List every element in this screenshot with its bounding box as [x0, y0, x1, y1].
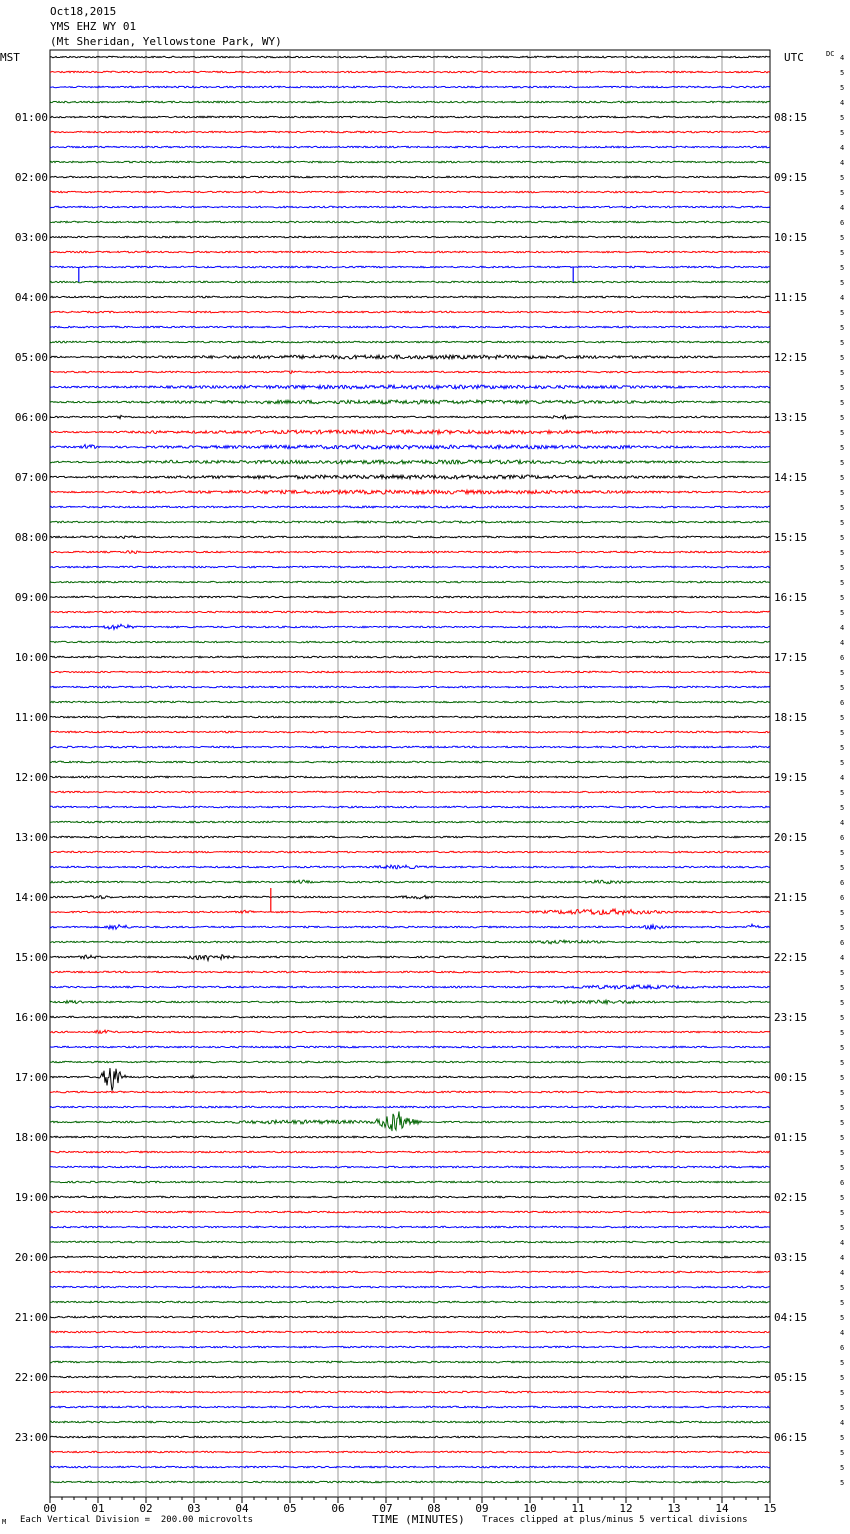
trace-row — [50, 460, 770, 464]
dc-value: 5 — [840, 1074, 845, 1082]
dc-value: 5 — [840, 1059, 845, 1067]
dc-value: 5 — [840, 339, 845, 347]
x-tick-label: 00 — [43, 1502, 57, 1515]
trace-row — [50, 985, 770, 989]
trace-row — [50, 206, 770, 208]
dc-value: 5 — [840, 1479, 845, 1487]
dc-value: 4 — [840, 294, 845, 302]
trace-row — [50, 355, 770, 359]
left-hour-label: 10:00 — [14, 651, 48, 664]
trace-row — [50, 236, 770, 238]
trace-row — [50, 1181, 770, 1183]
trace-row — [50, 880, 770, 883]
trace-row — [50, 1046, 770, 1048]
dc-value: 5 — [840, 414, 845, 422]
trace-row — [50, 415, 770, 419]
right-hour-label: 16:15 — [774, 591, 808, 604]
left-hour-label: 12:00 — [14, 771, 48, 784]
right-hour-label: 22:15 — [774, 951, 808, 964]
dc-value: 4 — [840, 774, 845, 782]
trace-row — [50, 1376, 770, 1378]
x-tick-label: 05 — [283, 1502, 297, 1515]
trace-row — [50, 221, 770, 223]
trace-row — [50, 1481, 770, 1483]
plot-date: Oct18,2015 — [50, 5, 117, 18]
left-hour-label: 04:00 — [14, 291, 48, 304]
footer-mark: M — [2, 1518, 7, 1526]
right-hour-label: 03:15 — [774, 1251, 808, 1264]
dc-value: 5 — [840, 399, 845, 407]
trace-row — [50, 955, 770, 961]
dc-value: 5 — [840, 69, 845, 77]
left-hour-label: 06:00 — [14, 411, 48, 424]
left-hour-label: 09:00 — [14, 591, 48, 604]
trace-row — [50, 1091, 770, 1093]
right-hour-label: 15:15 — [774, 531, 808, 544]
trace-row — [50, 1466, 770, 1468]
dc-value: 5 — [840, 459, 845, 467]
dc-value: 5 — [840, 1389, 845, 1397]
left-timezone-label: MST — [0, 51, 20, 64]
trace-row — [50, 701, 770, 703]
trace-row — [50, 611, 770, 613]
dc-value: 4 — [840, 1239, 845, 1247]
dc-value: 5 — [840, 444, 845, 452]
trace-row — [50, 311, 770, 313]
trace-row — [50, 1196, 770, 1198]
right-hour-label: 01:15 — [774, 1131, 808, 1144]
dc-value: 5 — [840, 1434, 845, 1442]
dc-value: 6 — [840, 939, 845, 947]
trace-row — [50, 251, 770, 253]
dc-value: 5 — [840, 519, 845, 527]
dc-value: 4 — [840, 159, 845, 167]
trace-row — [50, 56, 770, 58]
x-tick-label: 09 — [475, 1502, 489, 1515]
x-tick-label: 07 — [379, 1502, 393, 1515]
dc-value: 6 — [840, 1179, 845, 1187]
dc-value: 4 — [840, 639, 845, 647]
dc-value: 5 — [840, 354, 845, 362]
dc-value: 5 — [840, 1029, 845, 1037]
trace-row — [50, 341, 770, 343]
right-hour-label: 11:15 — [774, 291, 808, 304]
trace-row — [50, 1241, 770, 1243]
trace-row — [50, 1111, 770, 1131]
trace-row — [50, 821, 770, 823]
right-hour-label: 18:15 — [774, 711, 808, 724]
trace-row — [50, 566, 770, 568]
dc-value: 5 — [840, 759, 845, 767]
trace-row — [50, 1451, 770, 1453]
trace-row — [50, 776, 770, 778]
station-location: (Mt Sheridan, Yellowstone Park, WY) — [50, 35, 282, 48]
scale-note: Each Vertical Division = 200.00 microvolts — [20, 1515, 253, 1525]
trace-row — [50, 1151, 770, 1153]
dc-value: 6 — [840, 879, 845, 887]
trace-row — [50, 1316, 770, 1318]
dc-value: 5 — [840, 1449, 845, 1457]
x-tick-label: 08 — [427, 1502, 441, 1515]
dc-value: 5 — [840, 1209, 845, 1217]
dc-value: 6 — [840, 894, 845, 902]
trace-row — [50, 176, 770, 178]
trace-row — [50, 836, 770, 838]
dc-value: 5 — [840, 309, 845, 317]
dc-value: 5 — [840, 1224, 845, 1232]
trace-row — [50, 326, 770, 328]
left-hour-label: 11:00 — [14, 711, 48, 724]
trace-row — [50, 281, 770, 283]
dc-value: 5 — [840, 789, 845, 797]
trace-row — [50, 1016, 770, 1018]
dc-value: 5 — [840, 1194, 845, 1202]
dc-value: 4 — [840, 1254, 845, 1262]
right-hour-label: 12:15 — [774, 351, 808, 364]
trace-row — [50, 851, 770, 853]
trace-row — [50, 430, 770, 434]
trace-row — [50, 1256, 770, 1258]
left-hour-label: 22:00 — [14, 1371, 48, 1384]
trace-row — [50, 806, 770, 808]
trace-row — [50, 490, 770, 494]
trace-row — [50, 191, 770, 193]
left-hour-label: 15:00 — [14, 951, 48, 964]
trace-row — [50, 506, 770, 508]
dc-value: 5 — [840, 549, 845, 557]
dc-value: 5 — [840, 189, 845, 197]
dc-value: 5 — [840, 924, 845, 932]
trace-row — [50, 161, 770, 163]
trace-row — [50, 1331, 770, 1333]
trace-row — [50, 475, 770, 479]
trace-row — [50, 71, 770, 73]
dc-value: 4 — [840, 819, 845, 827]
x-tick-label: 02 — [139, 1502, 153, 1515]
right-hour-label: 02:15 — [774, 1191, 808, 1204]
x-tick-label: 13 — [667, 1502, 681, 1515]
dc-value: 5 — [840, 684, 845, 692]
dc-value: 5 — [840, 504, 845, 512]
right-hour-label: 17:15 — [774, 651, 808, 664]
dc-value: 5 — [840, 909, 845, 917]
left-hour-label: 01:00 — [14, 111, 48, 124]
dc-value: 4 — [840, 99, 845, 107]
trace-row — [50, 385, 770, 389]
dc-value: 6 — [840, 654, 845, 662]
left-hour-label: 02:00 — [14, 171, 48, 184]
trace-row — [50, 116, 770, 118]
trace-row — [50, 86, 770, 88]
x-axis-title: TIME (MINUTES) — [372, 1513, 465, 1526]
right-hour-label: 13:15 — [774, 411, 808, 424]
trace-row — [50, 536, 770, 539]
right-hour-label: 08:15 — [774, 111, 808, 124]
left-hour-label: 19:00 — [14, 1191, 48, 1204]
trace-row — [50, 581, 770, 583]
right-timezone-label: UTC — [784, 51, 804, 64]
trace-row — [50, 924, 770, 929]
dc-value: 4 — [840, 144, 845, 152]
trace-row — [50, 1286, 770, 1288]
dc-value: 5 — [840, 999, 845, 1007]
dc-value: 5 — [840, 1374, 845, 1382]
trace-row — [50, 641, 770, 643]
dc-value: 5 — [840, 1044, 845, 1052]
trace-row — [50, 521, 770, 523]
left-hour-label: 23:00 — [14, 1431, 48, 1444]
left-hour-label: 16:00 — [14, 1011, 48, 1024]
right-hour-label: 05:15 — [774, 1371, 808, 1384]
x-tick-label: 12 — [619, 1502, 633, 1515]
trace-row — [50, 746, 770, 748]
dc-value: 5 — [840, 489, 845, 497]
trace-row — [50, 296, 770, 298]
dc-value: 6 — [840, 834, 845, 842]
trace-row — [50, 1436, 770, 1438]
left-hour-label: 14:00 — [14, 891, 48, 904]
dc-value: 5 — [840, 474, 845, 482]
dc-value: 5 — [840, 969, 845, 977]
trace-row — [50, 1000, 770, 1004]
x-tick-label: 15 — [763, 1502, 777, 1515]
dc-value: 6 — [840, 699, 845, 707]
dc-value: 4 — [840, 1269, 845, 1277]
dc-value: 5 — [840, 729, 845, 737]
dc-value: 5 — [840, 669, 845, 677]
dc-value: 5 — [840, 84, 845, 92]
left-hour-label: 17:00 — [14, 1071, 48, 1084]
left-hour-label: 20:00 — [14, 1251, 48, 1264]
trace-row — [50, 1068, 770, 1091]
trace-row — [50, 1226, 770, 1228]
right-hour-label: 00:15 — [774, 1071, 808, 1084]
trace-row — [50, 1166, 770, 1168]
trace-row — [50, 1211, 770, 1213]
right-hour-label: 21:15 — [774, 891, 808, 904]
dc-value: 5 — [840, 1359, 845, 1367]
trace-row — [50, 731, 770, 733]
left-hour-label: 05:00 — [14, 351, 48, 364]
trace-row — [50, 1271, 770, 1273]
trace-row — [50, 940, 770, 944]
trace-row — [50, 656, 770, 658]
dc-value: 5 — [840, 984, 845, 992]
x-tick-label: 04 — [235, 1502, 249, 1515]
dc-value: 5 — [840, 849, 845, 857]
dc-value: 6 — [840, 219, 845, 227]
trace-row — [50, 146, 770, 148]
x-tick-label: 14 — [715, 1502, 729, 1515]
dc-value: 5 — [840, 384, 845, 392]
dc-value: 4 — [840, 954, 845, 962]
dc-value: 5 — [840, 579, 845, 587]
trace-row — [50, 624, 770, 629]
x-tick-label: 10 — [523, 1502, 537, 1515]
right-hour-label: 06:15 — [774, 1431, 808, 1444]
dc-value: 4 — [840, 204, 845, 212]
dc-label: DC — [826, 50, 835, 58]
left-hour-label: 07:00 — [14, 471, 48, 484]
dc-value: 5 — [840, 609, 845, 617]
trace-row — [50, 909, 770, 914]
dc-value: 4 — [840, 54, 845, 62]
dc-value: 5 — [840, 324, 845, 332]
dc-value: 5 — [840, 1404, 845, 1412]
dc-value: 5 — [840, 234, 845, 242]
trace-row — [50, 1061, 770, 1063]
right-hour-label: 20:15 — [774, 831, 808, 844]
trace-row — [50, 371, 770, 374]
trace-row — [50, 1391, 770, 1393]
trace-row — [50, 895, 770, 898]
dc-value: 4 — [840, 1419, 845, 1427]
trace-row — [50, 865, 770, 869]
trace-row — [50, 1406, 770, 1408]
dc-value: 5 — [840, 1164, 845, 1172]
trace-row — [50, 1136, 770, 1138]
x-tick-label: 01 — [91, 1502, 105, 1515]
dc-value: 5 — [840, 864, 845, 872]
trace-row — [50, 1030, 770, 1033]
dc-value: 5 — [840, 129, 845, 137]
trace-row — [50, 761, 770, 763]
left-hour-label: 08:00 — [14, 531, 48, 544]
trace-row — [50, 131, 770, 133]
left-hour-label: 03:00 — [14, 231, 48, 244]
right-hour-label: 10:15 — [774, 231, 808, 244]
dc-value: 5 — [840, 744, 845, 752]
dc-value: 5 — [840, 564, 845, 572]
trace-row — [50, 1361, 770, 1363]
x-tick-label: 11 — [571, 1502, 585, 1515]
dc-value: 5 — [840, 429, 845, 437]
right-hour-label: 04:15 — [774, 1311, 808, 1324]
dc-value: 5 — [840, 174, 845, 182]
trace-row — [50, 400, 770, 404]
trace-row — [50, 266, 770, 268]
trace-row — [50, 1106, 770, 1108]
dc-value: 5 — [840, 279, 845, 287]
dc-value: 5 — [840, 1284, 845, 1292]
trace-row — [50, 1346, 770, 1348]
dc-value: 5 — [840, 249, 845, 257]
x-tick-label: 06 — [331, 1502, 345, 1515]
dc-value: 5 — [840, 534, 845, 542]
dc-value: 5 — [840, 1089, 845, 1097]
trace-row — [50, 551, 770, 554]
right-hour-label: 09:15 — [774, 171, 808, 184]
trace-row — [50, 445, 770, 449]
dc-value: 5 — [840, 1299, 845, 1307]
dc-value: 6 — [840, 1344, 845, 1352]
left-hour-label: 21:00 — [14, 1311, 48, 1324]
dc-value: 5 — [840, 1134, 845, 1142]
trace-row — [50, 971, 770, 973]
right-hour-label: 23:15 — [774, 1011, 808, 1024]
right-hour-label: 19:15 — [774, 771, 808, 784]
left-hour-label: 13:00 — [14, 831, 48, 844]
trace-row — [50, 1301, 770, 1303]
dc-value: 5 — [840, 1014, 845, 1022]
dc-value: 5 — [840, 1149, 845, 1157]
x-tick-label: 03 — [187, 1502, 201, 1515]
right-hour-label: 14:15 — [774, 471, 808, 484]
dc-value: 5 — [840, 804, 845, 812]
clip-note: Traces clipped at plus/minus 5 vertical divisions — [482, 1515, 748, 1525]
trace-row — [50, 101, 770, 103]
dc-value: 5 — [840, 594, 845, 602]
dc-value: 5 — [840, 714, 845, 722]
dc-value: 5 — [840, 1314, 845, 1322]
trace-row — [50, 1421, 770, 1423]
dc-value: 5 — [840, 1119, 845, 1127]
dc-value: 5 — [840, 1464, 845, 1472]
trace-row — [50, 791, 770, 793]
trace-row — [50, 671, 770, 673]
dc-value: 4 — [840, 1329, 845, 1337]
trace-row — [50, 686, 770, 688]
dc-value: 5 — [840, 114, 845, 122]
left-hour-label: 18:00 — [14, 1131, 48, 1144]
trace-row — [50, 596, 770, 598]
dc-value: 5 — [840, 1104, 845, 1112]
dc-value: 5 — [840, 369, 845, 377]
trace-row — [50, 716, 770, 718]
dc-value: 4 — [840, 624, 845, 632]
station-id: YMS EHZ WY 01 — [50, 20, 137, 33]
dc-value: 5 — [840, 264, 845, 272]
